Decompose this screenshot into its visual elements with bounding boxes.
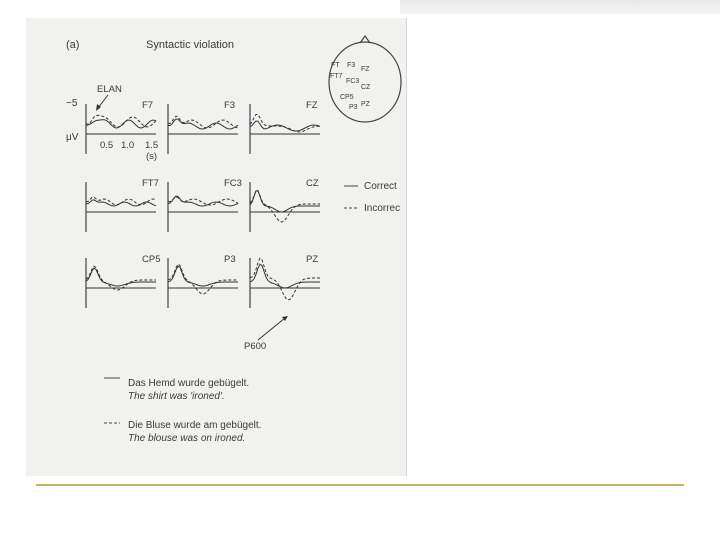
sentence-correct-german: Das Hemd wurde gebügelt. bbox=[128, 378, 250, 389]
example-sentences bbox=[104, 378, 261, 444]
electrode-head-map bbox=[329, 36, 401, 122]
erp-panel-cp5 bbox=[86, 254, 160, 308]
map-label-ft7: FT7 bbox=[330, 73, 343, 80]
panel-label: (a) bbox=[66, 39, 80, 51]
waveform-incorrect bbox=[168, 264, 238, 294]
sentence-incorrect-english: The blouse was on ironed. bbox=[128, 433, 246, 444]
map-label-fc3: FC3 bbox=[346, 78, 360, 85]
slide-divider-rule bbox=[36, 484, 684, 486]
map-label-p3: P3 bbox=[349, 104, 358, 111]
erp-panel-fz bbox=[250, 100, 320, 154]
panel-label-cp5: CP5 bbox=[142, 254, 161, 265]
amplitude-tick: −5 bbox=[66, 98, 78, 109]
panel-label-p3: P3 bbox=[224, 254, 236, 265]
map-label-ft: FT bbox=[331, 62, 340, 69]
waveform-correct bbox=[168, 266, 238, 286]
map-label-fz: FZ bbox=[361, 66, 370, 73]
waveform-incorrect bbox=[86, 266, 156, 290]
sentence-incorrect-german: Die Bluse wurde am gebügelt. bbox=[128, 420, 262, 431]
p600-label: P600 bbox=[244, 341, 267, 352]
waveform-correct bbox=[250, 264, 320, 288]
waveform-incorrect bbox=[168, 197, 238, 205]
waveform-correct bbox=[250, 121, 320, 131]
amplitude-unit: μV bbox=[66, 132, 79, 143]
erp-panel-f3 bbox=[168, 100, 238, 154]
panel-label-f3: F3 bbox=[224, 100, 236, 111]
time-tick-3: 1.5 bbox=[145, 140, 159, 151]
waveform-correct bbox=[86, 268, 156, 286]
time-unit: (s) bbox=[146, 151, 158, 162]
time-tick-1: 0.5 bbox=[100, 140, 114, 151]
erp-panel-ft7 bbox=[86, 178, 159, 232]
erp-panel-pz bbox=[250, 254, 320, 308]
panel-label-f7: F7 bbox=[142, 100, 154, 111]
figure-title: Syntactic violation bbox=[146, 39, 235, 51]
map-label-cz: CZ bbox=[361, 84, 371, 91]
erp-panel-cz bbox=[250, 178, 320, 232]
waveform-incorrect bbox=[250, 115, 320, 132]
erp-panel-fc3 bbox=[168, 178, 242, 232]
panel-label-cz: CZ bbox=[306, 178, 319, 189]
waveform-incorrect bbox=[168, 116, 238, 128]
waveform-correct bbox=[168, 119, 238, 129]
panel-label-pz: PZ bbox=[306, 254, 319, 265]
panel-label-ft7: FT7 bbox=[142, 178, 159, 189]
sentence-correct-english: The shirt was 'ironed'. bbox=[128, 391, 225, 402]
waveform-correct bbox=[250, 191, 320, 212]
time-tick-2: 1.0 bbox=[121, 140, 135, 151]
elan-label: ELAN bbox=[97, 84, 122, 95]
head-outline bbox=[329, 42, 401, 122]
panel-label-fz: FZ bbox=[306, 100, 318, 111]
erp-panel-grid bbox=[86, 100, 320, 308]
legend-incorrect: Incorrec bbox=[364, 203, 401, 214]
legend-correct: Correct bbox=[364, 181, 397, 192]
map-label-pz: PZ bbox=[361, 101, 370, 108]
p600-arrow bbox=[258, 318, 285, 340]
legend bbox=[344, 181, 400, 214]
erp-panel-p3 bbox=[168, 254, 238, 308]
map-label-cp5: CP5 bbox=[340, 94, 354, 101]
panel-label-fc3: FC3 bbox=[224, 178, 242, 189]
map-label-f3: F3 bbox=[347, 62, 356, 69]
